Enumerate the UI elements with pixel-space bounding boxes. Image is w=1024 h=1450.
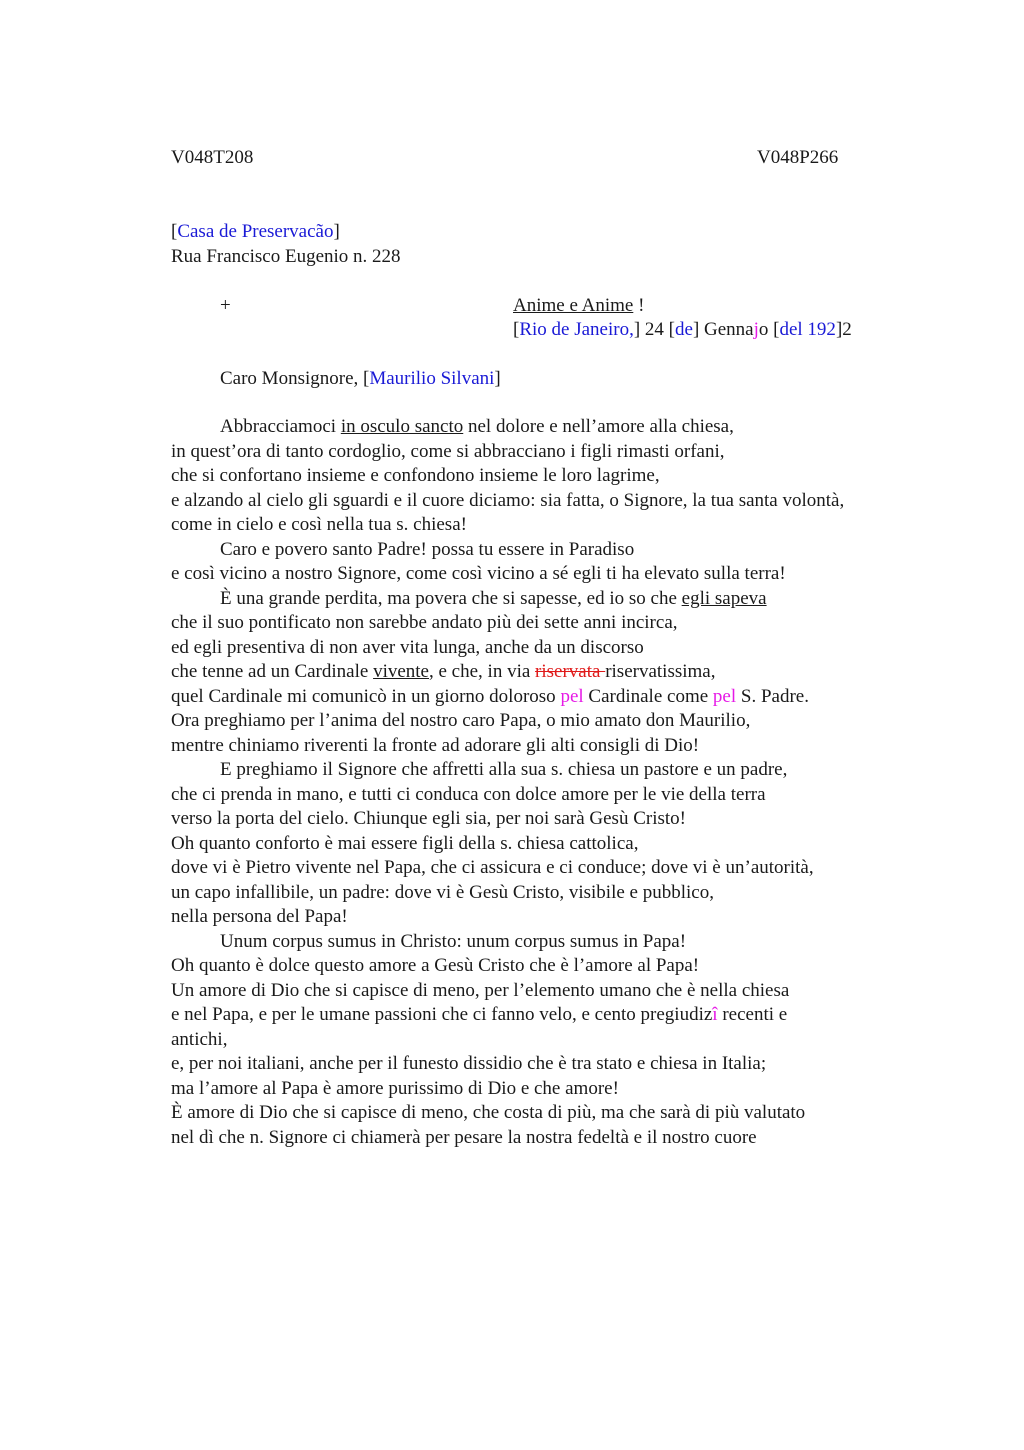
dateline-j: j <box>753 319 759 340</box>
text: quel Cardinale mi comunicò in un giorno doloroso <box>171 685 561 707</box>
dateline-de: de <box>675 319 693 340</box>
dateline-bracket: [ <box>513 319 520 340</box>
body-line: come in cielo e così nella tua s. chiesa! <box>171 514 467 535</box>
body-line: ma l’amore al Papa è amore purissimo di Dio e che amore! <box>171 1077 619 1099</box>
body-line: nella persona del Papa! <box>171 906 348 927</box>
body-line: nel dì che n. Signore ci chiamerà per pesare la nostra fedeltà e il nostro cuore <box>171 1126 757 1148</box>
body-line: mentre chiniamo riverenti la fronte ad adorare gli alti consigli di Dio! <box>171 734 700 756</box>
header-left-code: V048T208 <box>171 147 254 168</box>
body-line: verso la porta del cielo. Chiunque egli sia, per noi sarà Gesù Cristo! <box>171 808 686 829</box>
body-line: Oh quanto conforto è mai essere figli della s. chiesa cattolica, <box>171 832 639 854</box>
body-line <box>171 415 931 440</box>
body-line: che il suo pontificato non sarebbe andato più dei sette anni incirca, <box>171 612 678 633</box>
struck-text: riservata <box>535 661 606 682</box>
body-line <box>171 1003 931 1028</box>
text: nel dolore e nell’amore alla chiesa, <box>463 416 734 437</box>
body-line: Un amore di Dio che si capisce di meno, per l’elemento umano che è nella chiesa <box>171 979 790 1001</box>
body-line <box>171 660 931 685</box>
highlight-text: pel <box>712 685 737 707</box>
address-house: [Casa de Preservacão] <box>171 221 340 242</box>
underlined-text: egli sapeva <box>681 587 767 609</box>
motto-mark: ! <box>638 295 645 316</box>
text: , e che, in via <box>429 661 536 682</box>
text: recenti e <box>717 1004 788 1025</box>
salutation-text: Caro Monsignore, [ <box>220 368 370 389</box>
text: riservatissima, <box>605 661 716 682</box>
motto-text: Anime e Anime <box>513 295 634 316</box>
body-line: e alzando al cielo gli sguardi e il cuore diciamo: sia fatta, o Signore, la tua santa volontà, <box>171 489 845 511</box>
dateline-day: ] 24 [ <box>633 319 675 340</box>
body-line: che si confortano insieme e confondono insieme le loro lagrime, <box>171 465 660 486</box>
body-line: un capo infallibile, un padre: dove vi è Gesù Cristo, visibile e pubblico, <box>171 881 714 903</box>
dateline-month-end: o [ <box>758 319 780 340</box>
dateline <box>513 318 852 343</box>
text: Abbracciamoci <box>220 416 341 437</box>
body-line: Caro e povero santo Padre! possa tu essere in Paradiso <box>220 538 635 560</box>
text: S. Padre. <box>736 685 809 707</box>
body-line: Unum corpus sumus in Christo: unum corpus sumus in Papa! <box>220 930 687 952</box>
body-line: dove vi è Pietro vivente nel Papa, che ci assicura e ci conduce; dove vi è un’autorità, <box>171 857 814 878</box>
highlight-text: pel <box>560 685 584 707</box>
dateline-year-end: ]2 <box>835 319 852 340</box>
body-line: e così vicino a nostro Signore, come così vicino a sé egli ti ha elevato sulla terra! <box>171 563 786 584</box>
motto <box>513 294 644 319</box>
body-line: Oh quanto è dolce questo amore a Gesù Cristo che è l’amore al Papa! <box>171 955 700 976</box>
letter-body <box>171 415 931 1150</box>
text: Cardinale come <box>583 685 713 707</box>
header-right-code: V048P266 <box>757 147 839 168</box>
salutation <box>220 367 501 392</box>
body-line: in quest’ora di tanto cordoglio, come si abbracciano i figli rimasti orfani, <box>171 440 725 462</box>
body-line: È amore di Dio che si capisce di meno, che costa di più, ma che sarà di più valutato <box>171 1102 806 1123</box>
dateline-month: ] Genna <box>692 319 754 340</box>
body-line: E preghiamo il Signore che affretti alla sua s. chiesa un pastore e un padre, <box>220 759 788 780</box>
text: È una grande perdita, ma povera che si sapesse, ed io so che <box>220 587 682 609</box>
cross-mark: + <box>220 295 231 316</box>
salutation-close: ] <box>494 368 501 389</box>
body-line <box>171 685 931 710</box>
text: e nel Papa, e per le umane passioni che ci fanno velo, e cento pregiudiz <box>171 1004 713 1025</box>
address-street: Rua Francisco Eugenio n. 228 <box>171 246 401 267</box>
dateline-year: del 192 <box>779 319 836 340</box>
body-line <box>171 587 931 612</box>
body-line: antichi, <box>171 1028 228 1050</box>
body-line: che ci prenda in mano, e tutti ci conduca con dolce amore per le vie della terra <box>171 783 766 805</box>
body-line: ed egli presentiva di non aver vita lunga, anche da un discorso <box>171 636 644 658</box>
dateline-place: Rio de Janeiro, <box>519 319 634 340</box>
text: che tenne ad un Cardinale <box>171 661 374 682</box>
salutation-name: Maurilio Silvani <box>369 368 495 389</box>
address-house-name: Casa de Preservacão <box>177 221 334 242</box>
body-line: Ora preghiamo per l’anima del nostro caro Papa, o mio amato don Maurilio, <box>171 710 751 731</box>
underlined-text: in osculo sancto <box>340 416 464 437</box>
highlight-text: î <box>712 1004 718 1025</box>
body-line: e, per noi italiani, anche per il funesto dissidio che è tra stato e chiesa in Italia; <box>171 1053 767 1074</box>
underlined-text: vivente <box>373 661 429 682</box>
